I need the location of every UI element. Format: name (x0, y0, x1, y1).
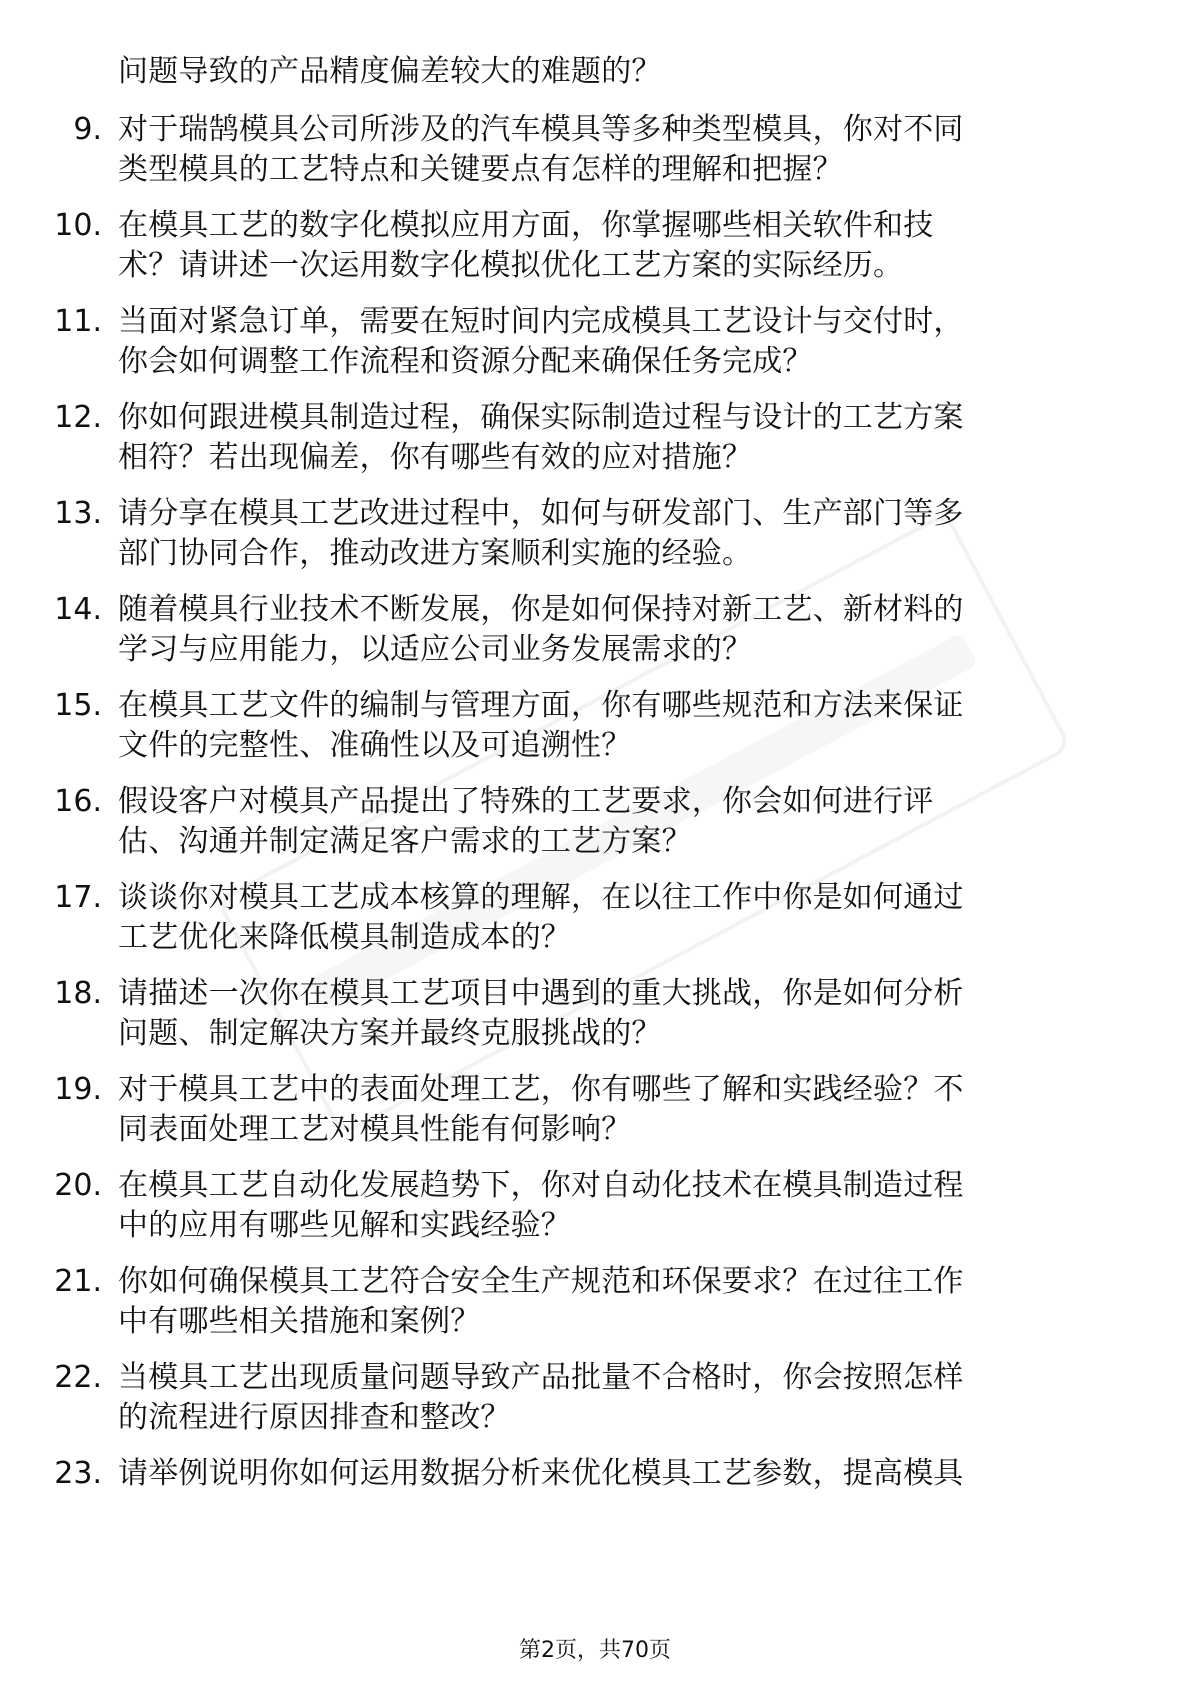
question-text-line: 对于瑞鹄模具公司所涉及的汽车模具等多种类型模具，你对不同 (118, 112, 964, 147)
question-number: 11. (54, 304, 102, 339)
question-text-line: 文件的完整性、准确性以及可追溯性？ (118, 728, 632, 763)
question-text-line: 工艺优化来降低模具制造成本的？ (118, 920, 571, 955)
question-text-line: 类型模具的工艺特点和关键要点有怎样的理解和把握？ (118, 152, 843, 187)
question-text-line: 对于模具工艺中的表面处理工艺，你有哪些了解和实践经验？不 (118, 1072, 964, 1107)
question-text-line: 在模具工艺文件的编制与管理方面，你有哪些规范和方法来保证 (118, 688, 964, 723)
question-number: 19. (54, 1072, 102, 1107)
question-number: 23. (54, 1456, 102, 1491)
question-number: 10. (54, 208, 102, 243)
question-number: 16. (54, 784, 102, 819)
question-number: 15. (54, 688, 102, 723)
question-number: 13. (54, 496, 102, 531)
question-text-line: 同表面处理工艺对模具性能有何影响？ (118, 1112, 632, 1147)
question-text-line: 你如何确保模具工艺符合安全生产规范和环保要求？在过往工作 (118, 1264, 964, 1299)
question-text-line: 学习与应用能力，以适应公司业务发展需求的？ (118, 632, 753, 667)
question-number: 17. (54, 880, 102, 915)
question-number: 22. (54, 1360, 102, 1395)
question-text-line: 当面对紧急订单，需要在短时间内完成模具工艺设计与交付时， (118, 304, 964, 339)
question-text-line: 部门协同合作，推动改进方案顺利实施的经验。 (118, 536, 753, 571)
question-text-line: 中有哪些相关措施和案例？ (118, 1304, 481, 1339)
question-text-line: 假设客户对模具产品提出了特殊的工艺要求，你会如何进行评 (118, 784, 934, 819)
question-number: 9. (73, 112, 102, 147)
question-text-line: 谈谈你对模具工艺成本核算的理解，在以往工作中你是如何通过 (118, 880, 964, 915)
question-text-line: 术？请讲述一次运用数字化模拟优化工艺方案的实际经历。 (118, 248, 904, 283)
question-text-line: 你会如何调整工作流程和资源分配来确保任务完成？ (118, 344, 813, 379)
question-number: 12. (54, 400, 102, 435)
question-number: 18. (54, 976, 102, 1011)
question-text-line: 请分享在模具工艺改进过程中，如何与研发部门、生产部门等多 (118, 496, 964, 531)
question-text-line: 相符？若出现偏差，你有哪些有效的应对措施？ (118, 440, 753, 475)
question-number: 20. (54, 1168, 102, 1203)
question-text-line: 估、沟通并制定满足客户需求的工艺方案？ (118, 824, 692, 859)
intro-tail-line: 问题导致的产品精度偏差较大的难题的？ (118, 54, 662, 89)
question-text-line: 请举例说明你如何运用数据分析来优化模具工艺参数，提高模具 (118, 1456, 964, 1491)
question-text-line: 在模具工艺自动化发展趋势下，你对自动化技术在模具制造过程 (118, 1168, 964, 1203)
question-text-line: 在模具工艺的数字化模拟应用方面，你掌握哪些相关软件和技 (118, 208, 934, 243)
question-text-line: 中的应用有哪些见解和实践经验？ (118, 1208, 571, 1243)
page-footer: 第2页，共70页 (519, 1638, 671, 1663)
question-text-line: 问题、制定解决方案并最终克服挑战的？ (118, 1016, 662, 1051)
question-text-line: 你如何跟进模具制造过程，确保实际制造过程与设计的工艺方案 (118, 400, 964, 435)
question-text-line: 当模具工艺出现质量问题导致产品批量不合格时，你会按照怎样 (118, 1360, 964, 1395)
question-number: 14. (54, 592, 102, 627)
question-number: 21. (54, 1264, 102, 1299)
question-text-line: 的流程进行原因排查和整改？ (118, 1400, 511, 1435)
question-text-line: 随着模具行业技术不断发展，你是如何保持对新工艺、新材料的 (118, 592, 964, 627)
question-text-line: 请描述一次你在模具工艺项目中遇到的重大挑战，你是如何分析 (118, 976, 964, 1011)
